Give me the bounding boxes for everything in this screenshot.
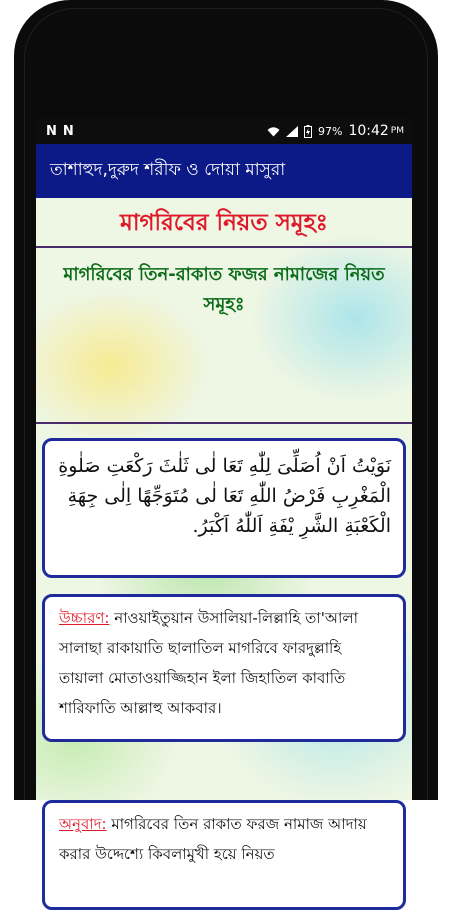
- notification-n-icon: N: [46, 123, 57, 139]
- page-subheading: মাগরিবের তিন-রাকাত ফজর নামাজের নিয়ত সমূহঃ: [63, 264, 385, 315]
- app-screen: [36, 118, 412, 863]
- page-heading: মাগরিবের নিয়ত সমূহঃ: [120, 210, 328, 236]
- battery-percent: 97%: [317, 124, 343, 138]
- status-bar: [36, 118, 412, 144]
- arabic-niyat-card: [42, 438, 406, 578]
- pronunciation-card: [42, 594, 406, 742]
- translation-text: মাগরিবের তিন রাকাত ফরজ নামাজ আদায় করার উদ্দেশ্যে কিবলামুখী হয়ে নিয়ত: [59, 815, 367, 863]
- clock-ampm: PM: [390, 126, 404, 136]
- signal-icon: [286, 126, 298, 137]
- battery-charging-icon: [304, 125, 312, 138]
- translation-card: [42, 800, 406, 910]
- arabic-niyat-text: نَوَيْتُ اَنْ اُصَلِّىَ لِلّٰهِ تَعَا لٰى ثَلٰثَ رَكْعَتِ صَلٰوةِ الْمَغْرِبِ فَرْضُ اللّٰهِ تَعَا لٰى مُتَوَجِّهًا اِلٰى جِهَةِ الْكَعْبَةِ الشَّرِ يْفَةِ اَللّٰهُ اَكْبَرُ.: [58, 455, 391, 537]
- notification-n-icon: N: [62, 123, 74, 139]
- notification-icons: [36, 124, 74, 139]
- content-area[interactable]: [36, 198, 412, 863]
- clock-time: 10:42: [348, 123, 389, 139]
- toolbar-title: তাশাহুদ,দুরুদ শরীফ ও দোয়া মাসুরা: [50, 160, 286, 180]
- system-status: [267, 123, 412, 139]
- translation-block: [45, 803, 403, 875]
- pronunciation-label: উচ্চারণ:: [59, 609, 110, 627]
- wifi-icon: [267, 126, 280, 137]
- pronunciation-block: [45, 597, 403, 729]
- pronunciation-text: নাওয়াইতুয়ান উসালিয়া-লিল্লাহি তা'আলা সালাছা রাকায়াতি ছালাতিল মাগরিবে ফারদুল্লাহি তায়ালা মোতাওয়াজ্জিহান ইলা জিহাতিল কাবাতি শারিফাতি আল্লাহু আকবার।: [59, 609, 358, 717]
- subheading-divider: [36, 422, 412, 424]
- app-toolbar: [36, 144, 412, 198]
- translation-label: অনুবাদ:: [59, 815, 107, 833]
